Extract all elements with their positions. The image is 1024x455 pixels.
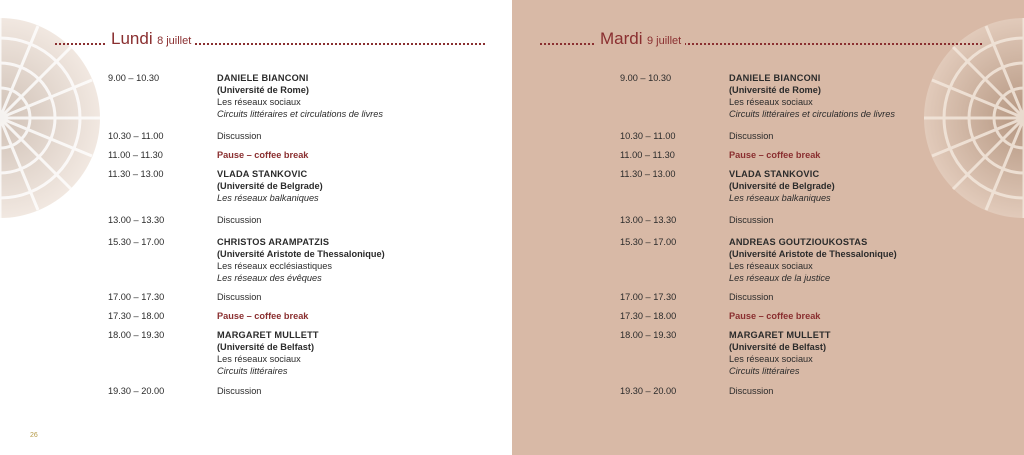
speaker-name: VLADA STANKOVIC (217, 169, 308, 179)
entry-time: 11.30 – 13.00 (108, 169, 164, 179)
entry-time: 15.30 – 17.00 (620, 237, 677, 247)
session-subtopic: Circuits littéraires (729, 366, 800, 376)
entry-label: Discussion (217, 215, 262, 225)
entry-label: Discussion (217, 131, 262, 141)
session-topic: Les réseaux sociaux (729, 261, 813, 271)
schedule-entry (108, 214, 488, 236)
entry-time: 18.00 – 19.30 (108, 330, 165, 340)
schedule-entry (620, 385, 1000, 404)
session-subtopic: Les réseaux de la justice (729, 273, 831, 283)
schedule-entry (108, 329, 488, 385)
entry-time: 10.30 – 11.00 (108, 131, 164, 141)
session-subtopic: Les réseaux balkaniques (729, 193, 831, 203)
session-subtopic: Circuits littéraires et circulations de livres (217, 109, 383, 119)
entry-label: Pause – coffee break (729, 150, 821, 160)
speaker-affiliation: (Université de Belfast) (729, 342, 827, 352)
speaker-affiliation: (Université de Belgrade) (729, 181, 835, 191)
day-header (540, 30, 982, 48)
entry-label: Discussion (729, 215, 774, 225)
schedule-entry (108, 72, 488, 130)
entry-time: 11.30 – 13.00 (620, 169, 676, 179)
schedule-entry-pause (620, 149, 1000, 168)
entry-time: 13.00 – 13.30 (108, 215, 165, 225)
schedule-list (620, 72, 1000, 404)
schedule-entry (620, 214, 1000, 236)
entry-time: 13.00 – 13.30 (620, 215, 677, 225)
entry-label: Pause – coffee break (217, 150, 309, 160)
day-date: 9 juillet (646, 35, 682, 47)
entry-time: 19.30 – 20.00 (620, 386, 677, 396)
schedule-entry (620, 130, 1000, 149)
session-topic: Les réseaux sociaux (729, 354, 813, 364)
session-subtopic: Les réseaux des évêques (217, 273, 322, 283)
schedule-entry (108, 385, 488, 404)
entry-label: Discussion (729, 292, 774, 302)
schedule-entry (620, 236, 1000, 291)
schedule-entry (620, 168, 1000, 214)
speaker-name: MARGARET MULLETT (729, 330, 831, 340)
entry-time: 19.30 – 20.00 (108, 386, 165, 396)
session-topic: Les réseaux sociaux (217, 354, 301, 364)
speaker-affiliation: (Université Aristote de Thessalonique) (729, 249, 897, 259)
entry-label: Pause – coffee break (729, 311, 821, 321)
entry-label: Discussion (217, 292, 262, 302)
speaker-affiliation: (Université de Belgrade) (217, 181, 323, 191)
entry-time: 17.00 – 17.30 (620, 292, 677, 302)
schedule-entry (620, 291, 1000, 310)
day-title (107, 30, 195, 48)
session-subtopic: Les réseaux balkaniques (217, 193, 319, 203)
schedule-entry-pause (108, 149, 488, 168)
schedule-entry (620, 329, 1000, 385)
mosaic-ornament-icon (0, 18, 100, 218)
entry-time: 9.00 – 10.30 (620, 73, 672, 83)
page-right (512, 0, 1024, 455)
entry-label: Pause – coffee break (217, 311, 309, 321)
schedule-entry (108, 236, 488, 291)
session-subtopic: Circuits littéraires et circulations de livres (729, 109, 895, 119)
schedule-entry (620, 72, 1000, 130)
entry-time: 17.30 – 18.00 (108, 311, 165, 321)
schedule-entry (108, 130, 488, 149)
entry-time: 15.30 – 17.00 (108, 237, 165, 247)
speaker-name: ANDREAS GOUTZIOUKOSTAS (729, 237, 868, 247)
speaker-affiliation: (Université de Rome) (729, 85, 821, 95)
entry-time: 17.30 – 18.00 (620, 311, 677, 321)
session-topic: Les réseaux sociaux (217, 97, 301, 107)
day-name: Mardi (600, 29, 643, 48)
speaker-affiliation: (Université Aristote de Thessalonique) (217, 249, 385, 259)
entry-time: 9.00 – 10.30 (108, 73, 160, 83)
schedule-list (108, 72, 488, 404)
schedule-entry-pause (108, 310, 488, 329)
day-name: Lundi (111, 29, 153, 48)
entry-time: 11.00 – 11.30 (108, 150, 163, 160)
entry-time: 18.00 – 19.30 (620, 330, 677, 340)
day-title (596, 30, 685, 48)
speaker-name: DANIELE BIANCONI (217, 73, 309, 83)
speaker-affiliation: (Université de Belfast) (217, 342, 315, 352)
page-number: 26 (30, 432, 38, 439)
session-topic: Les réseaux sociaux (729, 97, 813, 107)
speaker-name: VLADA STANKOVIC (729, 169, 820, 179)
schedule-entry (108, 291, 488, 310)
speaker-name: CHRISTOS ARAMPATZIS (217, 237, 330, 247)
day-date: 8 juillet (157, 35, 192, 47)
entry-time: 10.30 – 11.00 (620, 131, 676, 141)
entry-time: 17.00 – 17.30 (108, 292, 165, 302)
session-topic: Les réseaux ecclésiastiques (217, 261, 332, 271)
speaker-name: DANIELE BIANCONI (729, 73, 821, 83)
entry-time: 11.00 – 11.30 (620, 150, 675, 160)
entry-label: Discussion (217, 386, 262, 396)
entry-label: Discussion (729, 386, 774, 396)
schedule-entry-pause (620, 310, 1000, 329)
speaker-affiliation: (Université de Rome) (217, 85, 309, 95)
day-header (55, 30, 485, 48)
speaker-name: MARGARET MULLETT (217, 330, 319, 340)
session-subtopic: Circuits littéraires (217, 366, 288, 376)
entry-label: Discussion (729, 131, 774, 141)
schedule-entry (108, 168, 488, 214)
